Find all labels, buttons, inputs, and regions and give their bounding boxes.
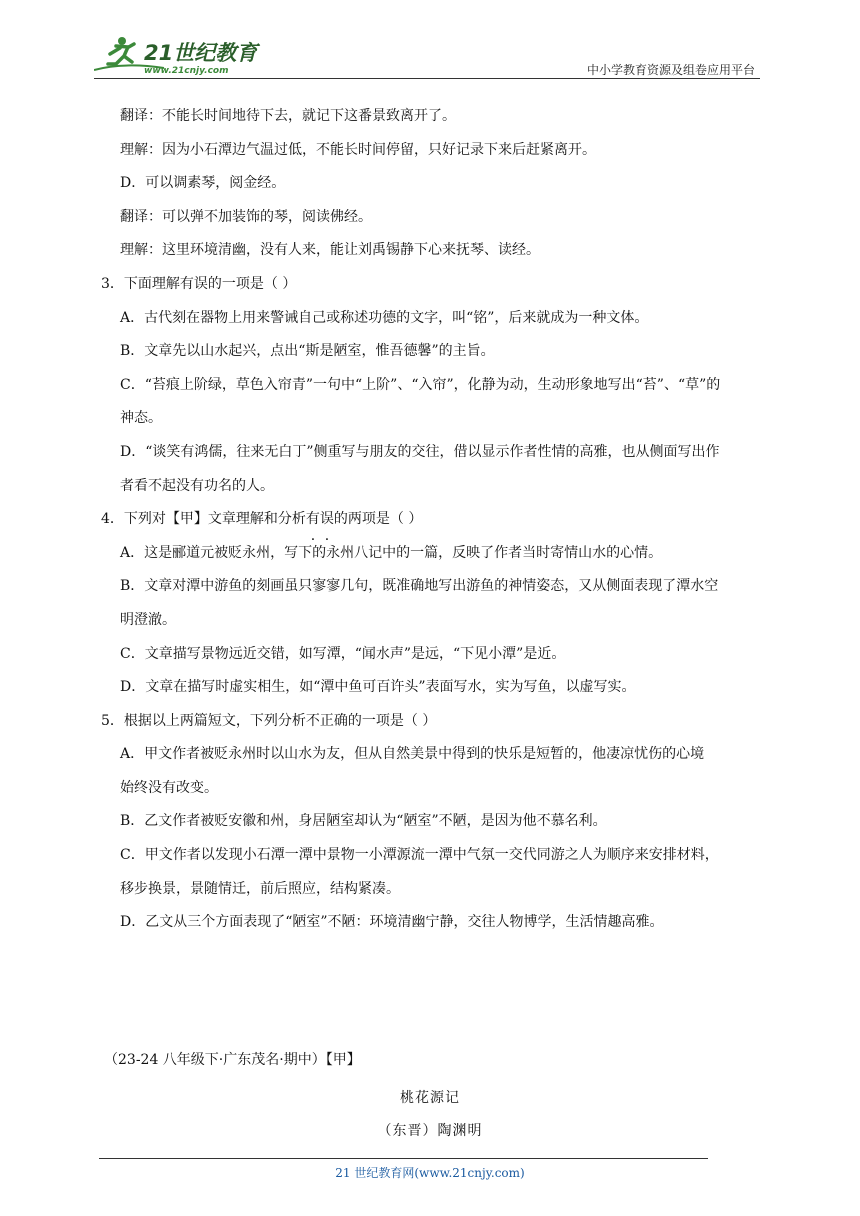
- text-line: 翻译：不能长时间地待下去，就记下这番景致离开了。: [120, 108, 456, 124]
- option-5c: C．甲文作者以发现小石潭一潭中景物一小潭源流一潭中气氛一交代同游之人为顺序来安排材料，: [120, 847, 719, 864]
- page-footer: 21 世纪教育网(www.21cnjy.com): [335, 1166, 525, 1180]
- option-3b: B．文章先以山水起兴，点出“斯是陋室，惟吾德馨”的主旨。: [120, 343, 495, 360]
- option-5a-cont: 始终没有改变。: [120, 779, 218, 796]
- document-body: [101, 100, 765, 940]
- question-4: [101, 503, 765, 537]
- page-header: [0, 0, 860, 80]
- question-5: 5．根据以上两篇短文，下列分析不正确的一项是（ ）: [101, 712, 437, 729]
- site-logo: [94, 34, 264, 76]
- option-3d: D．“谈笑有鸿儒，往来无白丁”侧重写与朋友的交往，借以显示作者性情的高雅，也从侧面写出作: [120, 443, 720, 460]
- passage-author: （东晋）陶渊明: [377, 1123, 483, 1139]
- text-line: D．可以调素琴，阅金经。: [120, 175, 286, 192]
- option-5d: D．乙文从三个方面表现了“陋室”不陋：环境清幽宁静，交往人物博学，生活情趣高雅。: [120, 914, 664, 931]
- option-4b-cont: 明澄澈。: [120, 611, 176, 628]
- question-3: 3．下面理解有误的一项是（ ）: [101, 275, 297, 292]
- option-4a: A．这是郦道元被贬永州，写下的永州八记中的一篇，反映了作者当时寄情山水的心情。: [120, 544, 663, 561]
- header-divider: [94, 78, 760, 79]
- passage-title: 桃花源记: [400, 1090, 460, 1106]
- emphasis-char: 有: [305, 511, 320, 528]
- text-line: 理解：这里环境清幽，没有人来，能让刘禹锡静下心来抚琴、读经。: [120, 242, 540, 259]
- option-4d: D．文章在描写时虚实相生，如“潭中鱼可百许头”表面写水，实为写鱼，以虚写实。: [120, 679, 636, 696]
- passage-source: （23-24 八年级下·广东茂名·期中）【甲】: [104, 1052, 361, 1068]
- option-5a: A．甲文作者被贬永州时以山水为友，但从自然美景中得到的快乐是短暂的，他凄凉忧伤的心境: [120, 746, 705, 763]
- text-line: 翻译：可以弹不加装饰的琴，阅读佛经。: [120, 208, 372, 225]
- option-5b: B．乙文作者被贬安徽和州，身居陋室却认为“陋室”不陋，是因为他不慕名利。: [120, 813, 607, 830]
- option-4c: C．文章描写景物远近交错，如写潭，“闻水声”是远，“下见小潭”是近。: [120, 645, 566, 662]
- question-4-text-end: 的两项是（ ）: [333, 511, 423, 528]
- option-3c: C．“苔痕上阶绿，草色入帘青”一句中“上阶”、“入帘”，化静为动，生动形象地写出“苔”、“草”的: [120, 376, 721, 393]
- logo-text: 21世纪教育: [144, 41, 258, 65]
- question-4-text: 4．下列对【甲】文章理解和分析: [101, 511, 306, 528]
- option-5c-cont: 移步换景，景随情迁，前后照应，结构紧凑。: [120, 880, 400, 897]
- emphasis-char: 误: [319, 511, 334, 528]
- option-4b: B．文章对潭中游鱼的刻画虽只寥寥几句，既准确地写出游鱼的神情姿态，又从侧面表现了潭水空: [120, 578, 719, 595]
- footer-divider: [99, 1158, 708, 1159]
- logo-url: www.21cnjy.com: [144, 66, 229, 76]
- option-3a: A．古代刻在器物上用来警诫自己或称述功德的文字，叫“铭”，后来就成为一种文体。: [120, 309, 649, 326]
- option-3d-cont: 者看不起没有功名的人。: [120, 477, 274, 494]
- option-3c-cont: 神态。: [120, 410, 162, 427]
- text-line: 理解：因为小石潭边气温过低，不能长时间停留，只好记录下来后赶紧离开。: [120, 141, 596, 158]
- platform-name: 中小学教育资源及组卷应用平台: [586, 63, 755, 77]
